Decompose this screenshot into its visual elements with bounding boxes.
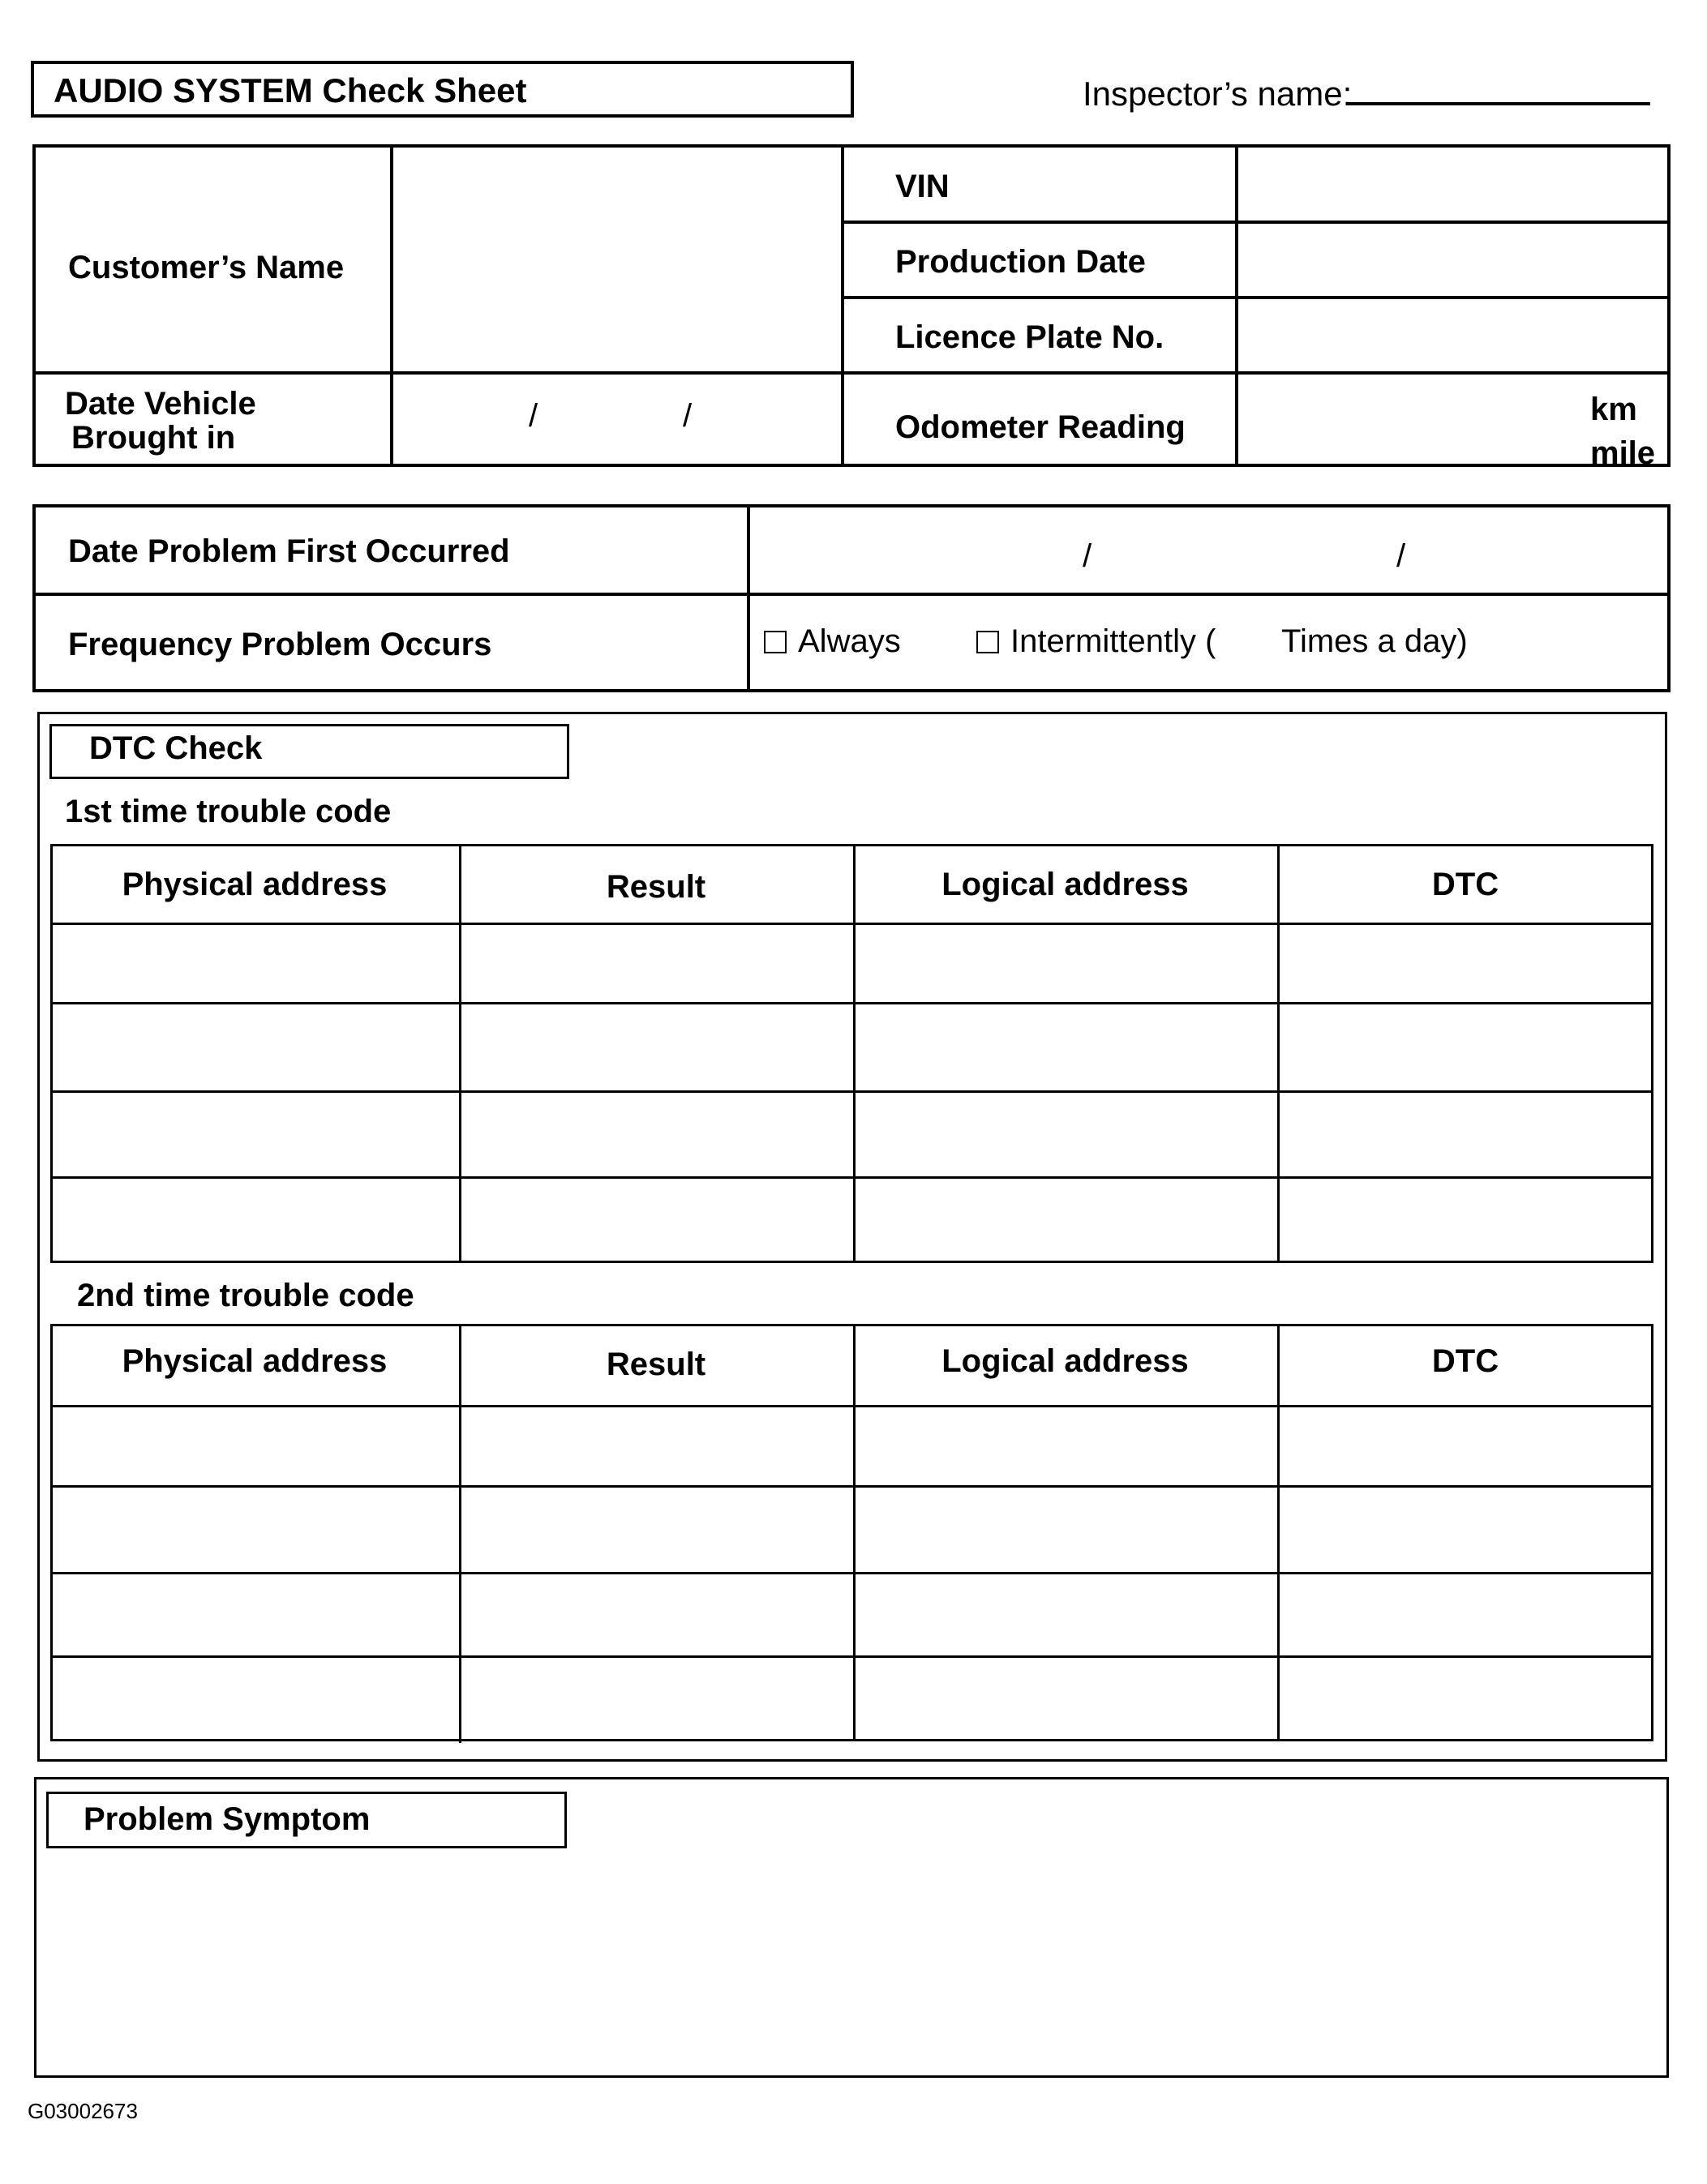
divider xyxy=(1277,1324,1280,1741)
divider xyxy=(459,844,461,1263)
second-trouble-code-label: 2nd time trouble code xyxy=(77,1278,414,1313)
column-header-logical-address: Logical address xyxy=(941,1343,1189,1379)
divider xyxy=(50,1405,1653,1407)
vin-label: VIN xyxy=(895,169,950,204)
column-header-physical-address: Physical address xyxy=(122,1343,388,1379)
date-separator: / xyxy=(1396,538,1406,574)
page-title: AUDIO SYSTEM Check Sheet xyxy=(54,71,527,109)
date-separator: / xyxy=(683,398,693,434)
column-header-physical-address: Physical address xyxy=(122,867,388,902)
second-dtc-table xyxy=(50,1324,1653,1741)
problem-symptom-title: Problem Symptom xyxy=(84,1801,371,1837)
divider xyxy=(50,1090,1653,1093)
inspector-name-label: Inspector’s name: xyxy=(1083,75,1353,113)
divider xyxy=(50,1572,1653,1574)
divider xyxy=(50,1176,1653,1179)
date-brought-in-label-line1: Date Vehicle xyxy=(65,386,256,422)
dtc-check-title: DTC Check xyxy=(89,730,263,766)
customer-name-field[interactable] xyxy=(393,148,841,371)
vin-field[interactable] xyxy=(1238,148,1667,221)
frequency-label: Frequency Problem Occurs xyxy=(68,627,492,662)
intermittently-checkbox[interactable] xyxy=(976,631,999,653)
column-header-dtc: DTC xyxy=(1431,1343,1499,1379)
divider xyxy=(50,1002,1653,1004)
column-header-logical-address: Logical address xyxy=(941,867,1189,902)
figure-code: G03002673 xyxy=(28,2099,138,2123)
column-header-result: Result xyxy=(606,1347,706,1382)
first-dtc-table xyxy=(50,844,1653,1263)
divider xyxy=(50,923,1653,925)
licence-plate-label: Licence Plate No. xyxy=(895,319,1164,355)
always-checkbox[interactable] xyxy=(764,631,787,653)
divider xyxy=(1277,844,1280,1263)
odometer-label: Odometer Reading xyxy=(895,409,1186,445)
date-brought-in-label-line2: Brought in xyxy=(71,420,236,456)
always-label: Always xyxy=(798,623,901,659)
column-header-result: Result xyxy=(606,869,706,905)
date-brought-in-field[interactable] xyxy=(393,375,841,464)
customer-name-label: Customer’s Name xyxy=(68,250,345,285)
inspector-name-field[interactable] xyxy=(1348,102,1650,105)
date-separator: / xyxy=(529,398,538,434)
divider xyxy=(841,144,844,467)
divider xyxy=(459,1324,461,1743)
date-first-occurred-field[interactable] xyxy=(750,507,1667,593)
licence-plate-field[interactable] xyxy=(1238,299,1667,371)
column-header-dtc: DTC xyxy=(1431,867,1499,902)
unit-km: km xyxy=(1590,392,1637,427)
always-option[interactable] xyxy=(764,625,901,657)
divider xyxy=(50,1485,1653,1488)
divider xyxy=(853,1324,856,1741)
date-first-occurred-label: Date Problem First Occurred xyxy=(68,533,510,569)
first-trouble-code-label: 1st time trouble code xyxy=(65,794,392,829)
divider xyxy=(32,593,1671,596)
unit-mile: mile xyxy=(1590,435,1656,471)
intermittently-label: Intermittently ( xyxy=(1010,623,1216,659)
divider xyxy=(50,1655,1653,1658)
divider xyxy=(853,844,856,1263)
times-a-day-label: Times a day) xyxy=(1281,623,1468,659)
date-separator: / xyxy=(1083,538,1092,574)
production-date-label: Production Date xyxy=(895,244,1146,280)
intermittently-option[interactable] xyxy=(976,625,1216,657)
production-date-field[interactable] xyxy=(1238,224,1667,296)
